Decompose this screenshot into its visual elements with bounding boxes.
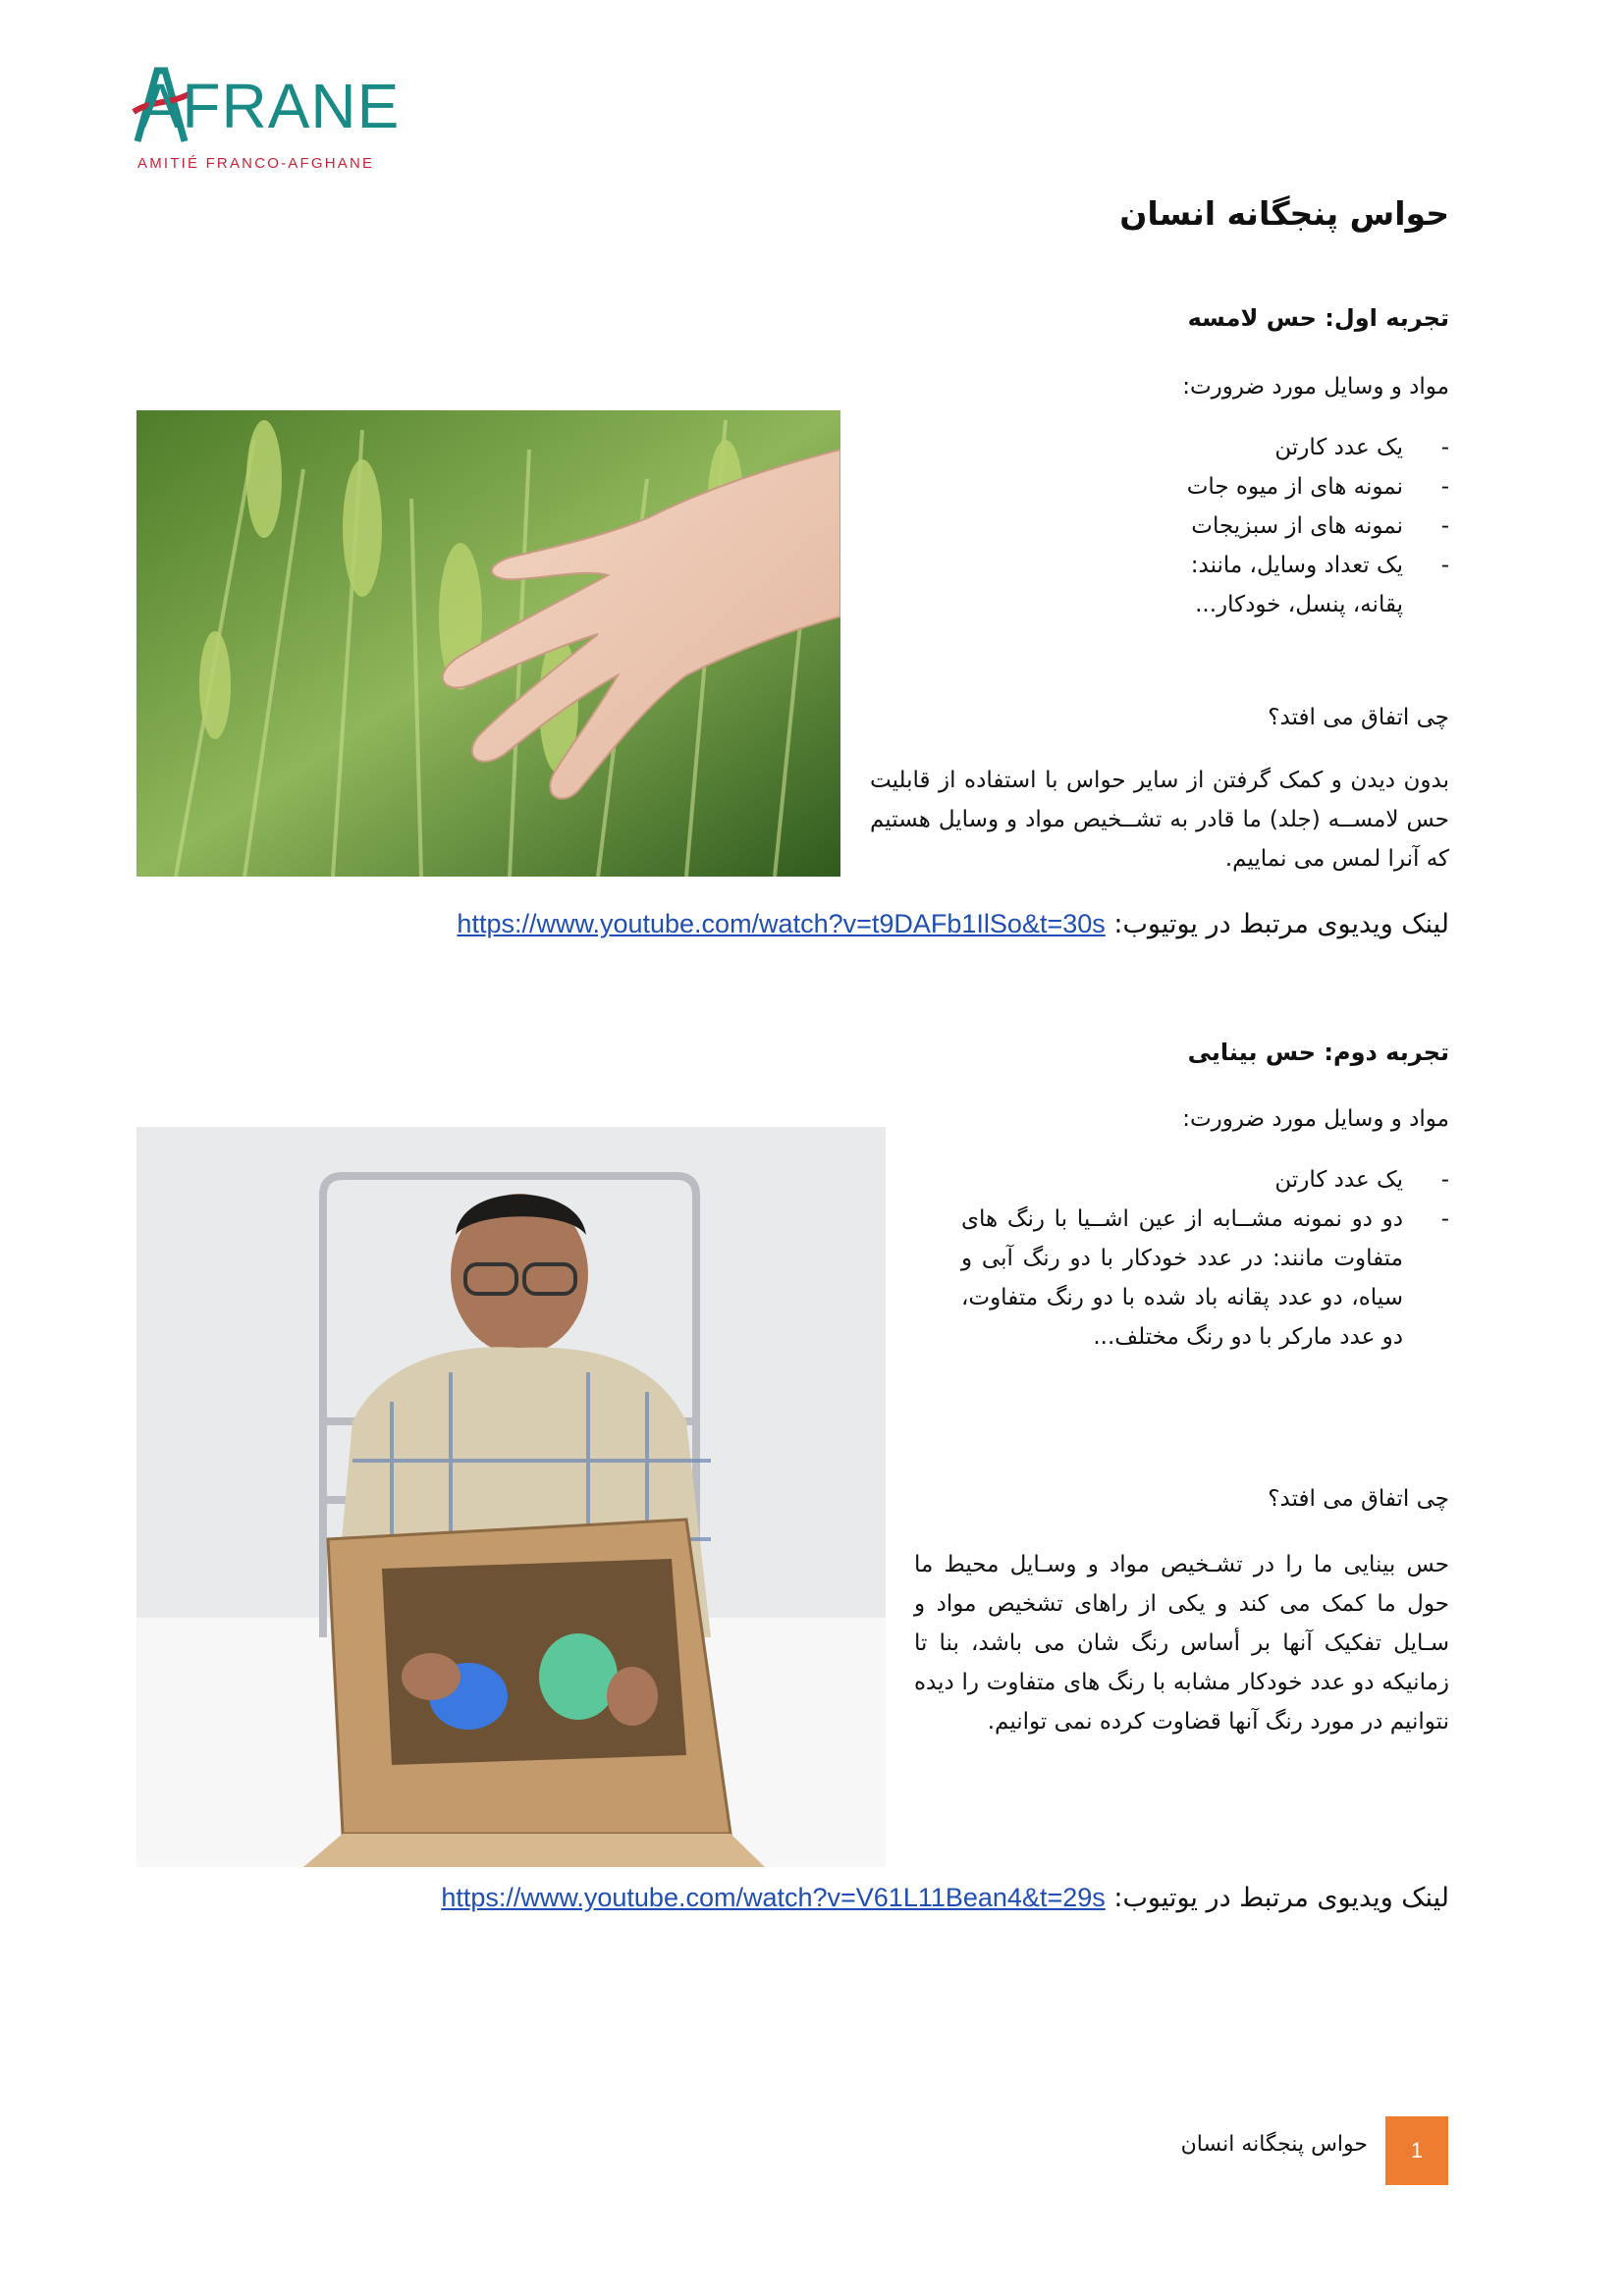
list-item-text: دو دو نمونه مشــابه از عین اشــیا با رنگ های متفاوت مانند: در عدد خودکار با دو رنگ آبی و سیاه، دو عدد پقانه باد شده با دو رنگ متفاوت، دو عدد مارکر با دو رنگ مختلف...: [961, 1206, 1403, 1350]
list-dash: -: [1440, 553, 1449, 578]
logo-subtitle: AMITIÉ FRANCO-AFGHANE: [137, 155, 375, 172]
section2-materials-label: مواد و وسایل مورد ضرورت:: [1182, 1106, 1449, 1132]
logo-wordmark: [135, 71, 400, 141]
section1-materials-list: [1138, 428, 1449, 624]
page-number: 1: [1385, 2116, 1448, 2185]
section1-link-label: لینک ویدیوی مرتبط در یوتیوب:: [1113, 909, 1449, 939]
section2-materials-list: [961, 1160, 1449, 1357]
section1-heading: تجربه اول: حس لامسه: [1187, 304, 1449, 332]
wheat-hand-photo: [136, 410, 840, 877]
list-dash: -: [1440, 474, 1449, 500]
section2-link-line: [441, 1883, 1449, 1913]
list-item: [1138, 428, 1449, 467]
section1-question: چی اتفاق می افتد؟: [1268, 705, 1449, 730]
list-item-text: یک عدد کارتن: [1274, 1167, 1403, 1193]
list-item-text: یک عدد کارتن: [1274, 435, 1403, 460]
section1-answer: بدون دیدن و کمک گرفتن از سایر حواس با استفاده از قابلیت حس لامســه (جلد) ما قادر به تشــخیص مواد و وسایل هستیم که آنرا لمس می نماییم.: [870, 768, 1449, 872]
man-with-box-photo: [136, 1127, 886, 1867]
list-dash: -: [1440, 1167, 1449, 1193]
section2-link-label: لینک ویدیوی مرتبط در یوتیوب:: [1113, 1883, 1449, 1913]
section2-heading: تجربه دوم: حس بینایی: [1187, 1039, 1449, 1066]
list-dash: -: [1440, 513, 1449, 539]
list-item: [1138, 507, 1449, 546]
section2-answer: حس بینایی ما را در تشـخیص مواد و وسـایل محیط ما حول ما کمک می کند و یکی از راهای تشخیص مواد و سـایل تفکیک آنها بر أساس رنگ شان می باشد، بنا تا زمانیکه دو عدد خودکار مشابه با رنگ های متفاوت را دیده نتوانیم در مورد رنگ آنها قضاوت کرده نمی توانیم.: [914, 1552, 1449, 1735]
list-item-text: نمونه های از میوه جات: [1186, 474, 1403, 500]
list-item-text: نمونه های از سبزیجات: [1191, 513, 1403, 539]
section1-link-line: [457, 909, 1449, 939]
logo-wordmark-text: AFRANE: [138, 71, 401, 141]
footer-label: حواس پنجگانه انسان: [1180, 2132, 1368, 2157]
section2-question: چی اتفاق می افتد؟: [1268, 1486, 1449, 1512]
section1-youtube-link[interactable]: https://www.youtube.com/watch?v=t9DAFb1IlSo&t=30s: [457, 909, 1106, 938]
list-item: [1138, 467, 1449, 507]
list-dash: -: [1440, 435, 1449, 460]
list-item: [961, 1200, 1449, 1357]
list-item: [961, 1160, 1449, 1200]
section1-materials-label: مواد و وسایل مورد ضرورت:: [1182, 374, 1449, 400]
list-item-text: یک تعداد وسایل، مانند: پقانه، پنسل، خودکار...: [1190, 553, 1403, 617]
afrane-logo: [135, 71, 420, 181]
list-dash: -: [1440, 1206, 1449, 1232]
page-title: حواس پنجگانه انسان: [1119, 194, 1449, 233]
list-item: [1138, 546, 1449, 624]
section2-youtube-link[interactable]: https://www.youtube.com/watch?v=V61L11Bean4&t=29s: [441, 1883, 1106, 1912]
